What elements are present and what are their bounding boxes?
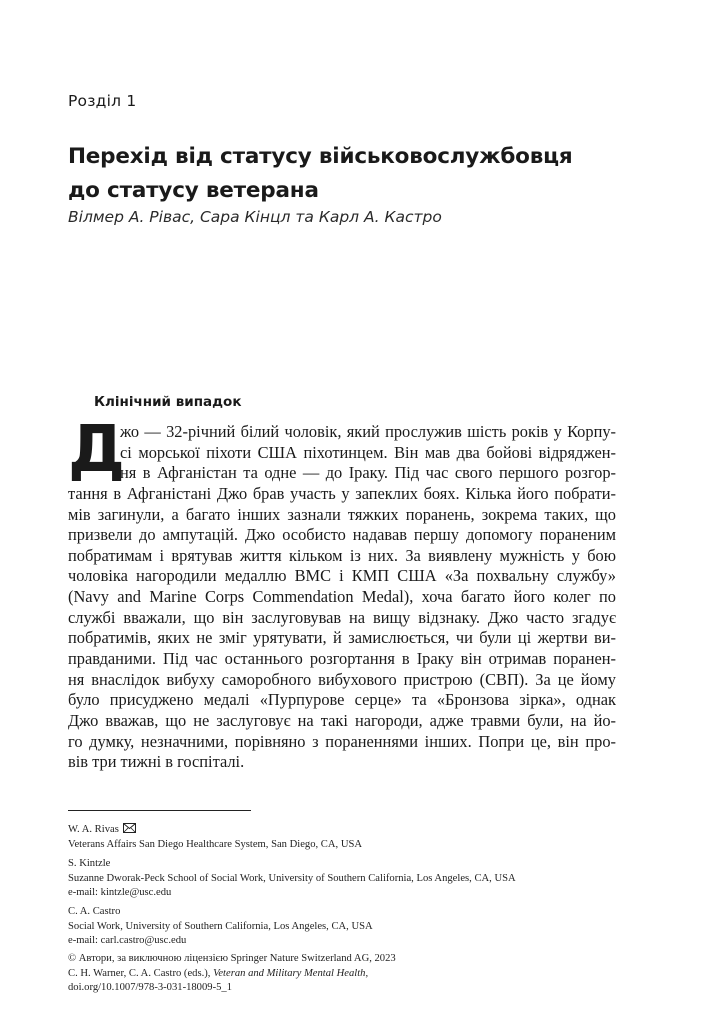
chapter-title-line: до статусу ветерана [68,178,319,203]
body-line: (Navy and Marine Corps Commendation Medal), хоча багато його колег по [68,587,616,607]
chapter-authors: Вілмер А. Рівас, Сара Кінцл та Карл А. Кастро [68,208,442,226]
chapter-title [68,140,648,208]
chapter-label: Розділ 1 [68,92,137,110]
chapter-title-line: Перехід від статусу військовослужбовця [68,144,573,169]
body-line: ня внаслідок вибуху саморобного вибухового пристрою (СВП). За це йому [68,669,616,689]
footnote-author-name: W. A. Rivas [68,824,119,835]
footnote-affiliation: Social Work, University of Southern California, Los Angeles, CA, USA [68,920,373,932]
case-study-heading: Клінічний випадок [94,394,242,410]
body-line: призвели до ампутацій. Джо особисто надавав першу допомогу пораненим [68,525,616,545]
body-line: було присуджено медалі «Пурпурове серце» та «Бронзова зірка», однак [68,690,616,710]
body-line: ня в Афганістан та одне — до Іраку. Під час свого першого розгор- [120,463,616,483]
body-line: правданими. Під час останнього розгортання в Іраку він отримав поранен- [68,649,616,669]
body-line: го думку, незначними, порівняно з пораненнями інших. Попри це, він про- [68,731,616,751]
drop-cap: Д [68,413,125,487]
body-line: Джо вважав, що не заслуговує на такі нагороди, адже травми були, на йо- [68,710,616,730]
footnote-email[interactable]: e-mail: kintzle@usc.edu [68,887,172,898]
footnote-author-name: C. A. Castro [68,906,121,917]
body-line: чоловіка нагородили медаллю ВМС і КМП США «За похвальну службу» [68,566,616,586]
footnote-author-name: S. Kintzle [68,858,111,869]
doi-link[interactable]: doi.org/10.1007/978-3-031-18009-5_1 [68,982,232,993]
body-line: побратимам і врятував життя кільком із них. За виявлену мужність у бою [68,545,616,565]
body-line: сі морської піхоти США піхотинцем. Він мав два бойові відряджен- [120,442,616,462]
body-line: тання в Афганістані Джо брав участь у запеклих боях. Кілька його побрати- [68,483,616,503]
copyright-notice [68,952,396,996]
footnote-email[interactable]: e-mail: carl.castro@usc.edu [68,935,187,946]
envelope-icon[interactable] [123,823,136,833]
body-line: мів загинули, а багато інших зазнали тяжких поранень, зокрема таких, що [68,504,616,524]
body-line: службі вважали, що він заслуговував на вищу відзнаку. Джо часто згадує [68,607,616,627]
footnote-rivas [68,823,362,852]
footnote-castro [68,905,373,949]
case-study-text [68,422,616,773]
body-line: побратимів, яких не зміг урятувати, й замислюється, чи були ці жертви ви- [68,628,616,648]
citation-book-title: Veteran and Military Mental Health, [213,967,369,979]
citation-editors: C. H. Warner, C. A. Castro (eds.), [68,967,214,979]
body-line: вів три тижні в госпіталі. [68,752,245,772]
footnote-affiliation: Veterans Affairs San Diego Healthcare System, San Diego, CA, USA [68,838,363,850]
body-line: жо — 32-річний білий чоловік, який прослужив шість років у Корпу- [120,422,616,441]
footnote-divider [68,810,251,811]
copyright-line: © Автори, за виключною ліцензією Springer Nature Switzerland AG, 2023 [68,953,396,964]
footnote-affiliation: Suzanne Dworak-Peck School of Social Work, University of Southern California, Los Angeles, CA, USA [68,872,516,884]
footnote-kintzle [68,857,516,901]
citation-line [68,967,396,982]
